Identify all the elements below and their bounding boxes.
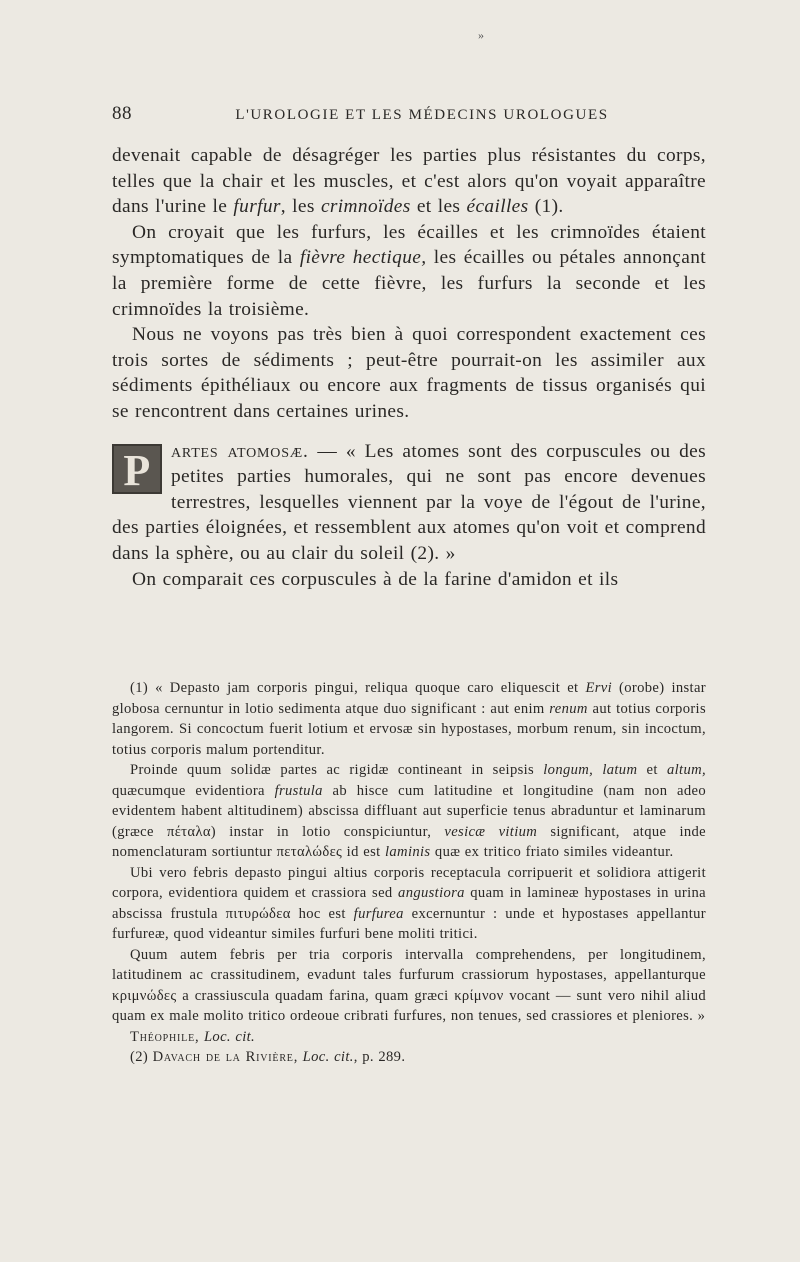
footnote-1: (1) « Depasto jam corporis pingui, reliqua quoque caro eliquescit et Ervi (orobe) instar globosa cernuntur in lotio sedimenta atque duo significant : aut enim renum aut totius corporis langorem. Si concoctum fuerit lotium et ervosæ sin hypostases, morbum renum, sin incoctum, totius corporis malum portenditur. — [112, 680, 706, 758]
footnote-1-para-4: Quum autem febris per tria corporis intervalla comprehendens, per longitudinem, latitudinem ac crassitudinem, evadunt tales furfurum crassiorum hypostases, appellanturque κριμνώδες a crassiuscula quadam farina, quam græci κρίμνον vocant — sunt vero nihil aliud quam ex male molito tritico ordeoue cribrati furfures, non tenues, sed crassiores et pleniores. » — [112, 946, 706, 1024]
footnote-1-citation: Théophile, Loc. cit. — [130, 1028, 256, 1045]
paragraph-5: On comparait ces corpuscules à de la farine d'amidon et ils — [132, 568, 619, 590]
running-title: L'UROLOGIE ET LES MÉDECINS UROLOGUES — [235, 107, 609, 123]
footnote-2: (2) Davach de la Rivière, Loc. cit., p. 289. — [130, 1049, 406, 1065]
paragraph-2: On croyait que les furfurs, les écailles et les crimnoïdes étaient symptomatiques de la fièvre hectique, les écailles ou pétales annonçant la première forme de cette fièvre, les furfurs la seconde et les crimnoïdes la troisième. — [112, 221, 706, 320]
paragraph-3: Nous ne voyons pas très bien à quoi correspondent exactement ces trois sortes de sédiments ; peut-être pourrait-on les assimiler aux sédiments épithéliaux ou encore aux fragments de tissus organisés qui se rencontrent dans certaines urines. — [112, 324, 706, 422]
drop-cap: P — [112, 444, 162, 494]
section-lead-in: artes atomosæ. — [171, 440, 309, 462]
footnote-1-para-2: Proinde quum solidæ partes ac rigidæ contineant in seipsis longum, latum et altum, quæcumque evidentiora frustula ab hisce cum latitudine et longitudine (nam non adeo evidentem habent altitudinem) abscissa diffluant aut superficie tenus abraduntur et laminarum (græce πέταλα) instar in lotio conspiciuntur, vesicæ vitium significant, atque inde nomenclaturam sortiuntur πεταλώδες id est laminis quæ ex tritico friato similes videantur. — [112, 762, 707, 860]
paragraph-1: devenait capable de désagréger les parties plus résistantes du corps, telles que la chair et les muscles, et c'est alors qu'on voyait apparaître dans l'urine le furfur, les crimnoïdes et les écailles (1). — [112, 145, 706, 218]
top-mark: » — [478, 28, 484, 42]
paragraph-4: P artes atomosæ. — « Les atomes sont des corpuscules ou des petites parties humorales, qui ne sont pas encore devenues terrestres, lesquelles viennent par la voye de l'égout de l'urine, des parties éloignées, et ressemblent aux atomes qu'on voit et comprend dans la sphère, ou au clair du soleil (2). » — [112, 440, 707, 564]
page-header — [112, 103, 706, 125]
page-number: 88 — [112, 103, 132, 124]
footnotes — [112, 678, 706, 1068]
main-text — [112, 143, 706, 592]
footnote-1-para-3: Ubi vero febris depasto pingui altius corporis receptacula corripuerit et solidiora attigerit corpora, evidentiora quidem et crassiora sed angustiora quam in lamineæ hypostases in urina abscissa frustula πιτυρώδεα hoc est furfurea excernuntur : unde et hypostases appellantur furfureæ, quod videantur similes furfuri bene moliti tritici. — [112, 864, 706, 942]
